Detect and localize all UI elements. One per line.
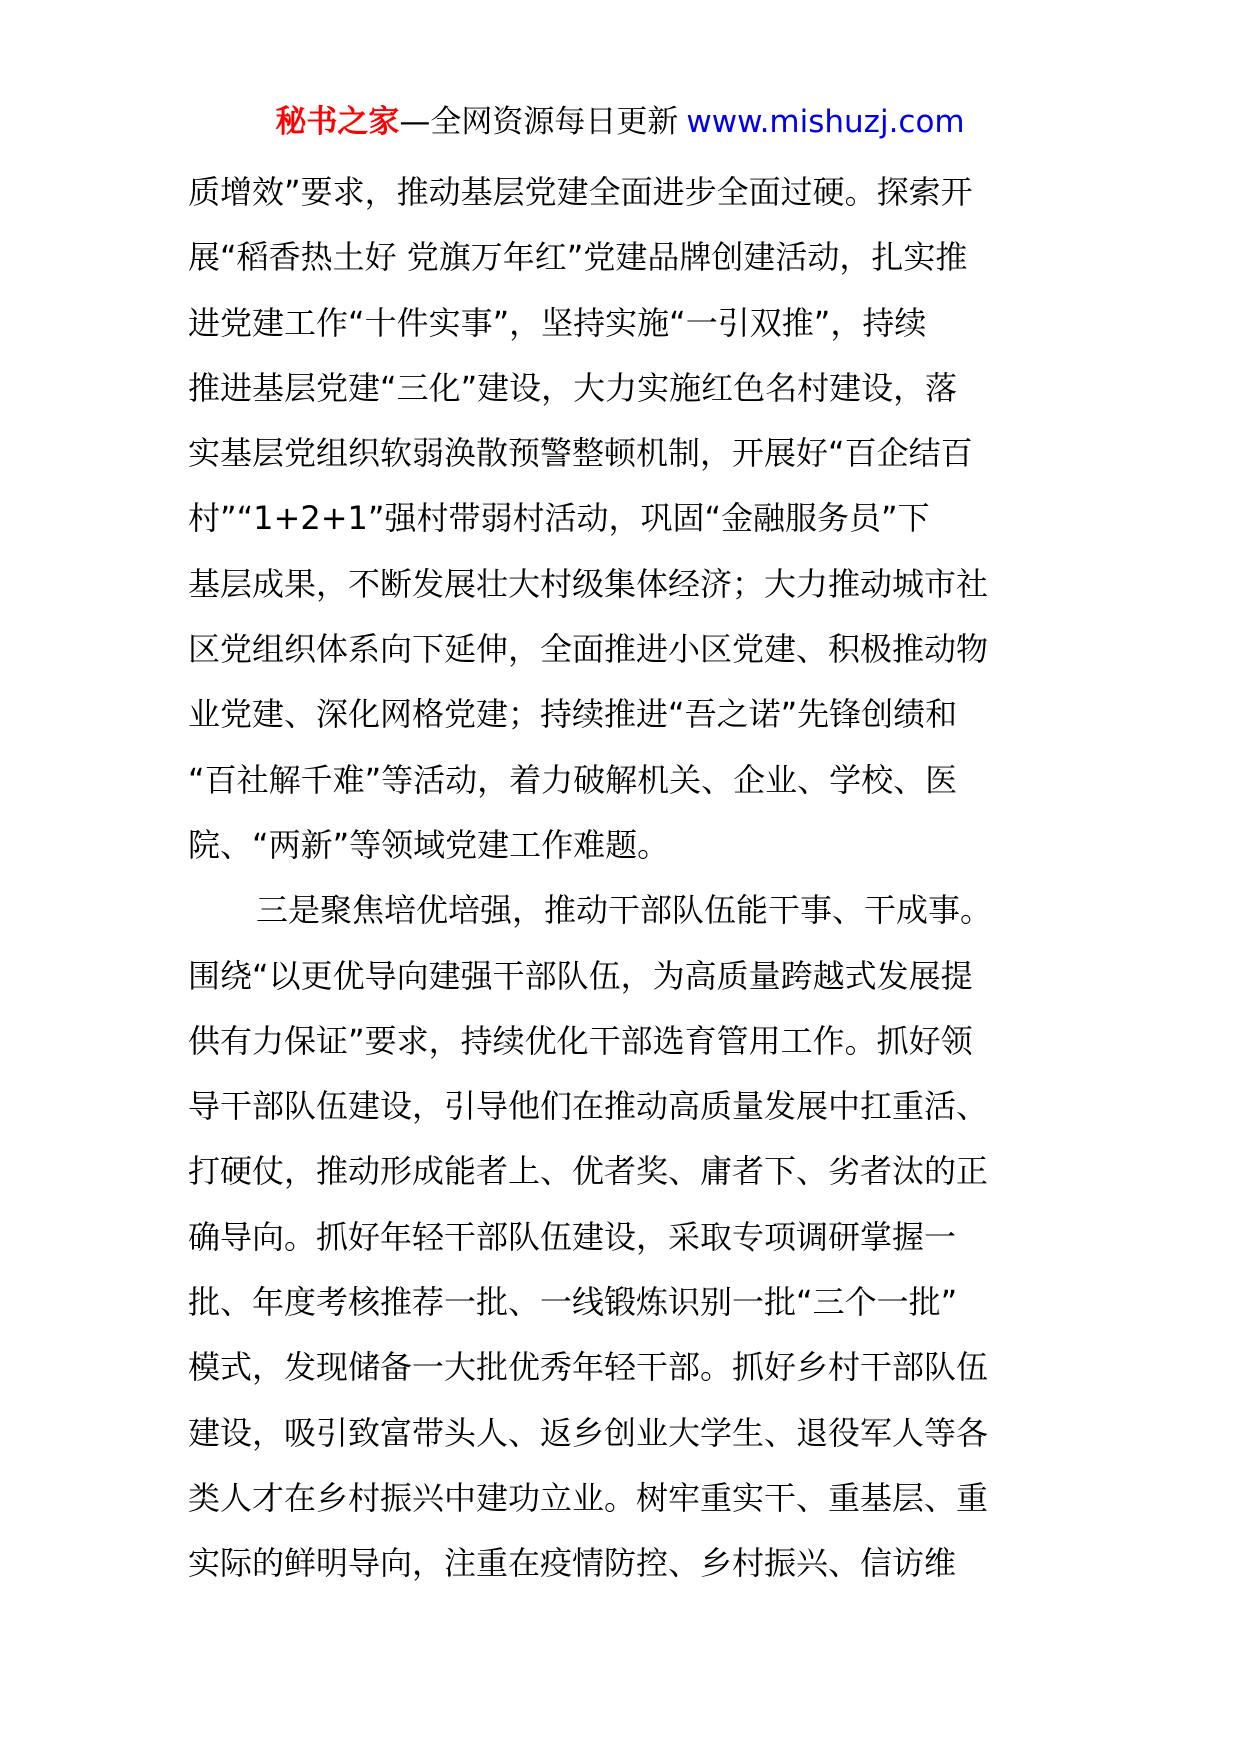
- text-line: 基层成果，不断发展壮大村级集体经济；大力推动城市社: [188, 564, 989, 603]
- text-line: 围绕“以更优导向建强干部队伍，为高质量跨越式发展提: [188, 956, 973, 995]
- brand-name: 秘书之家: [275, 104, 400, 140]
- section-heading-line: 三是聚焦培优培强，推动干部队伍能干事、干成事。: [256, 891, 993, 930]
- site-url-link[interactable]: www.mishuzj.com: [686, 104, 965, 140]
- text-line: 确导向。抓好年轻干部队伍建设，采取专项调研掌握一: [188, 1217, 957, 1256]
- site-tagline: —全网资源每日更新: [399, 104, 679, 140]
- text-line: 模式，发现储备一大批优秀年轻干部。抓好乡村干部队伍: [188, 1348, 989, 1387]
- document-body: [188, 160, 1058, 1597]
- text-line: 实际的鲜明导向，注重在疫情防控、乡村振兴、信访维: [188, 1544, 957, 1583]
- text-line: 区党组织体系向下延伸，全面推进小区党建、积极推动物: [188, 630, 989, 669]
- text-line: 质增效”要求，推动基层党建全面进步全面过硬。探索开: [188, 173, 973, 211]
- text-line: 院、“两新”等领域党建工作难题。: [188, 825, 670, 864]
- text-line: 推进基层党建“三化”建设，大力实施红色名村建设，落: [188, 368, 958, 407]
- text-line: 打硬仗，推动形成能者上、优者奖、庸者下、劣者汰的正: [188, 1152, 989, 1191]
- text-line: 村”“1+2+1”强村带弱村活动，巩固“金融服务员”下: [188, 499, 930, 538]
- text-line: 导干部队伍建设，引导他们在推动高质量发展中扛重活、: [188, 1087, 989, 1126]
- page-header: [0, 100, 1240, 144]
- text-line: 类人才在乡村振兴中建功立业。树牢重实干、重基层、重: [188, 1478, 989, 1517]
- text-line: 业党建、深化网格党建；持续推进“吾之诺”先锋创绩和: [188, 695, 958, 734]
- text-line: 供有力保证”要求，持续优化干部选育管用工作。抓好领: [188, 1021, 973, 1060]
- text-line: 实基层党组织软弱涣散预警整顿机制，开展好“百企结百: [188, 434, 973, 473]
- text-line: 批、年度考核推荐一批、一线锻炼识别一批“三个一批”: [188, 1283, 958, 1322]
- text-line: “百社解千难”等活动，着力破解机关、企业、学校、医: [188, 760, 958, 799]
- text-line: 建设，吸引致富带头人、返乡创业大学生、退役军人等各: [188, 1413, 989, 1452]
- text-line: 展“稻香热土好 党旗万年红”党建品牌创建活动，扎实推: [188, 238, 968, 277]
- text-line: 进党建工作“十件实事”，坚持实施“一引双推”，持续: [188, 303, 927, 342]
